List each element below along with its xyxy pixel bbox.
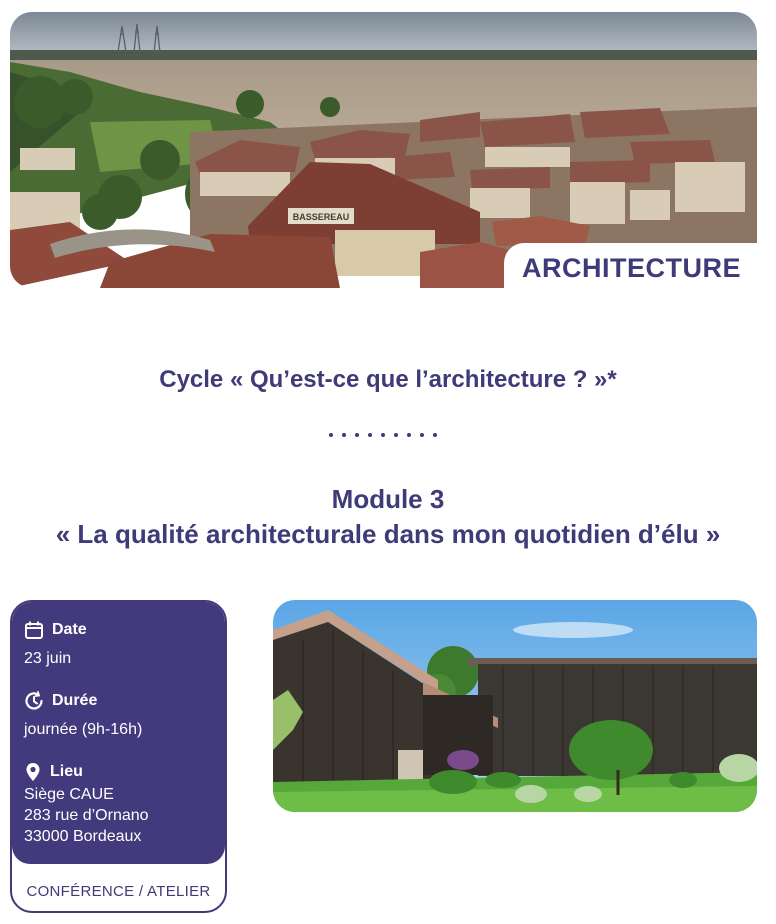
calendar-icon <box>24 620 44 640</box>
place-label: Lieu <box>50 763 83 780</box>
module-title <box>0 482 776 552</box>
info-card <box>12 602 225 864</box>
clock-icon <box>24 691 44 711</box>
hero-photo <box>10 12 757 288</box>
address-line: 33000 Bordeaux <box>24 828 142 845</box>
cycle-title: Cycle « Qu’est-ce que l’architecture ? »* <box>159 366 617 393</box>
place-block <box>24 762 149 847</box>
date-block <box>24 620 87 669</box>
duration-label: Durée <box>52 692 98 709</box>
address-line: 283 rue d’Ornano <box>24 807 149 824</box>
duration-value: journée (9h-16h) <box>24 721 143 738</box>
building-sign: BASSEREAU <box>292 212 350 222</box>
date-value: 23 juin <box>24 650 72 667</box>
barn-photo <box>273 600 757 812</box>
section-tag: ARCHITECTURE <box>504 243 757 288</box>
dotted-divider <box>329 433 446 439</box>
wooden-barn-illustration <box>273 600 757 812</box>
date-label: Date <box>52 621 87 638</box>
format-label: CONFÉRENCE / ATELIER <box>26 883 211 900</box>
module-name: « La qualité architecturale dans mon quotidien d’élu » <box>55 519 721 549</box>
place-address <box>24 784 149 847</box>
module-number: Module 3 <box>331 484 445 514</box>
location-pin-icon <box>24 762 42 782</box>
duration-block <box>24 691 142 740</box>
info-panel <box>10 600 227 913</box>
address-line: Siège CAUE <box>24 786 114 803</box>
